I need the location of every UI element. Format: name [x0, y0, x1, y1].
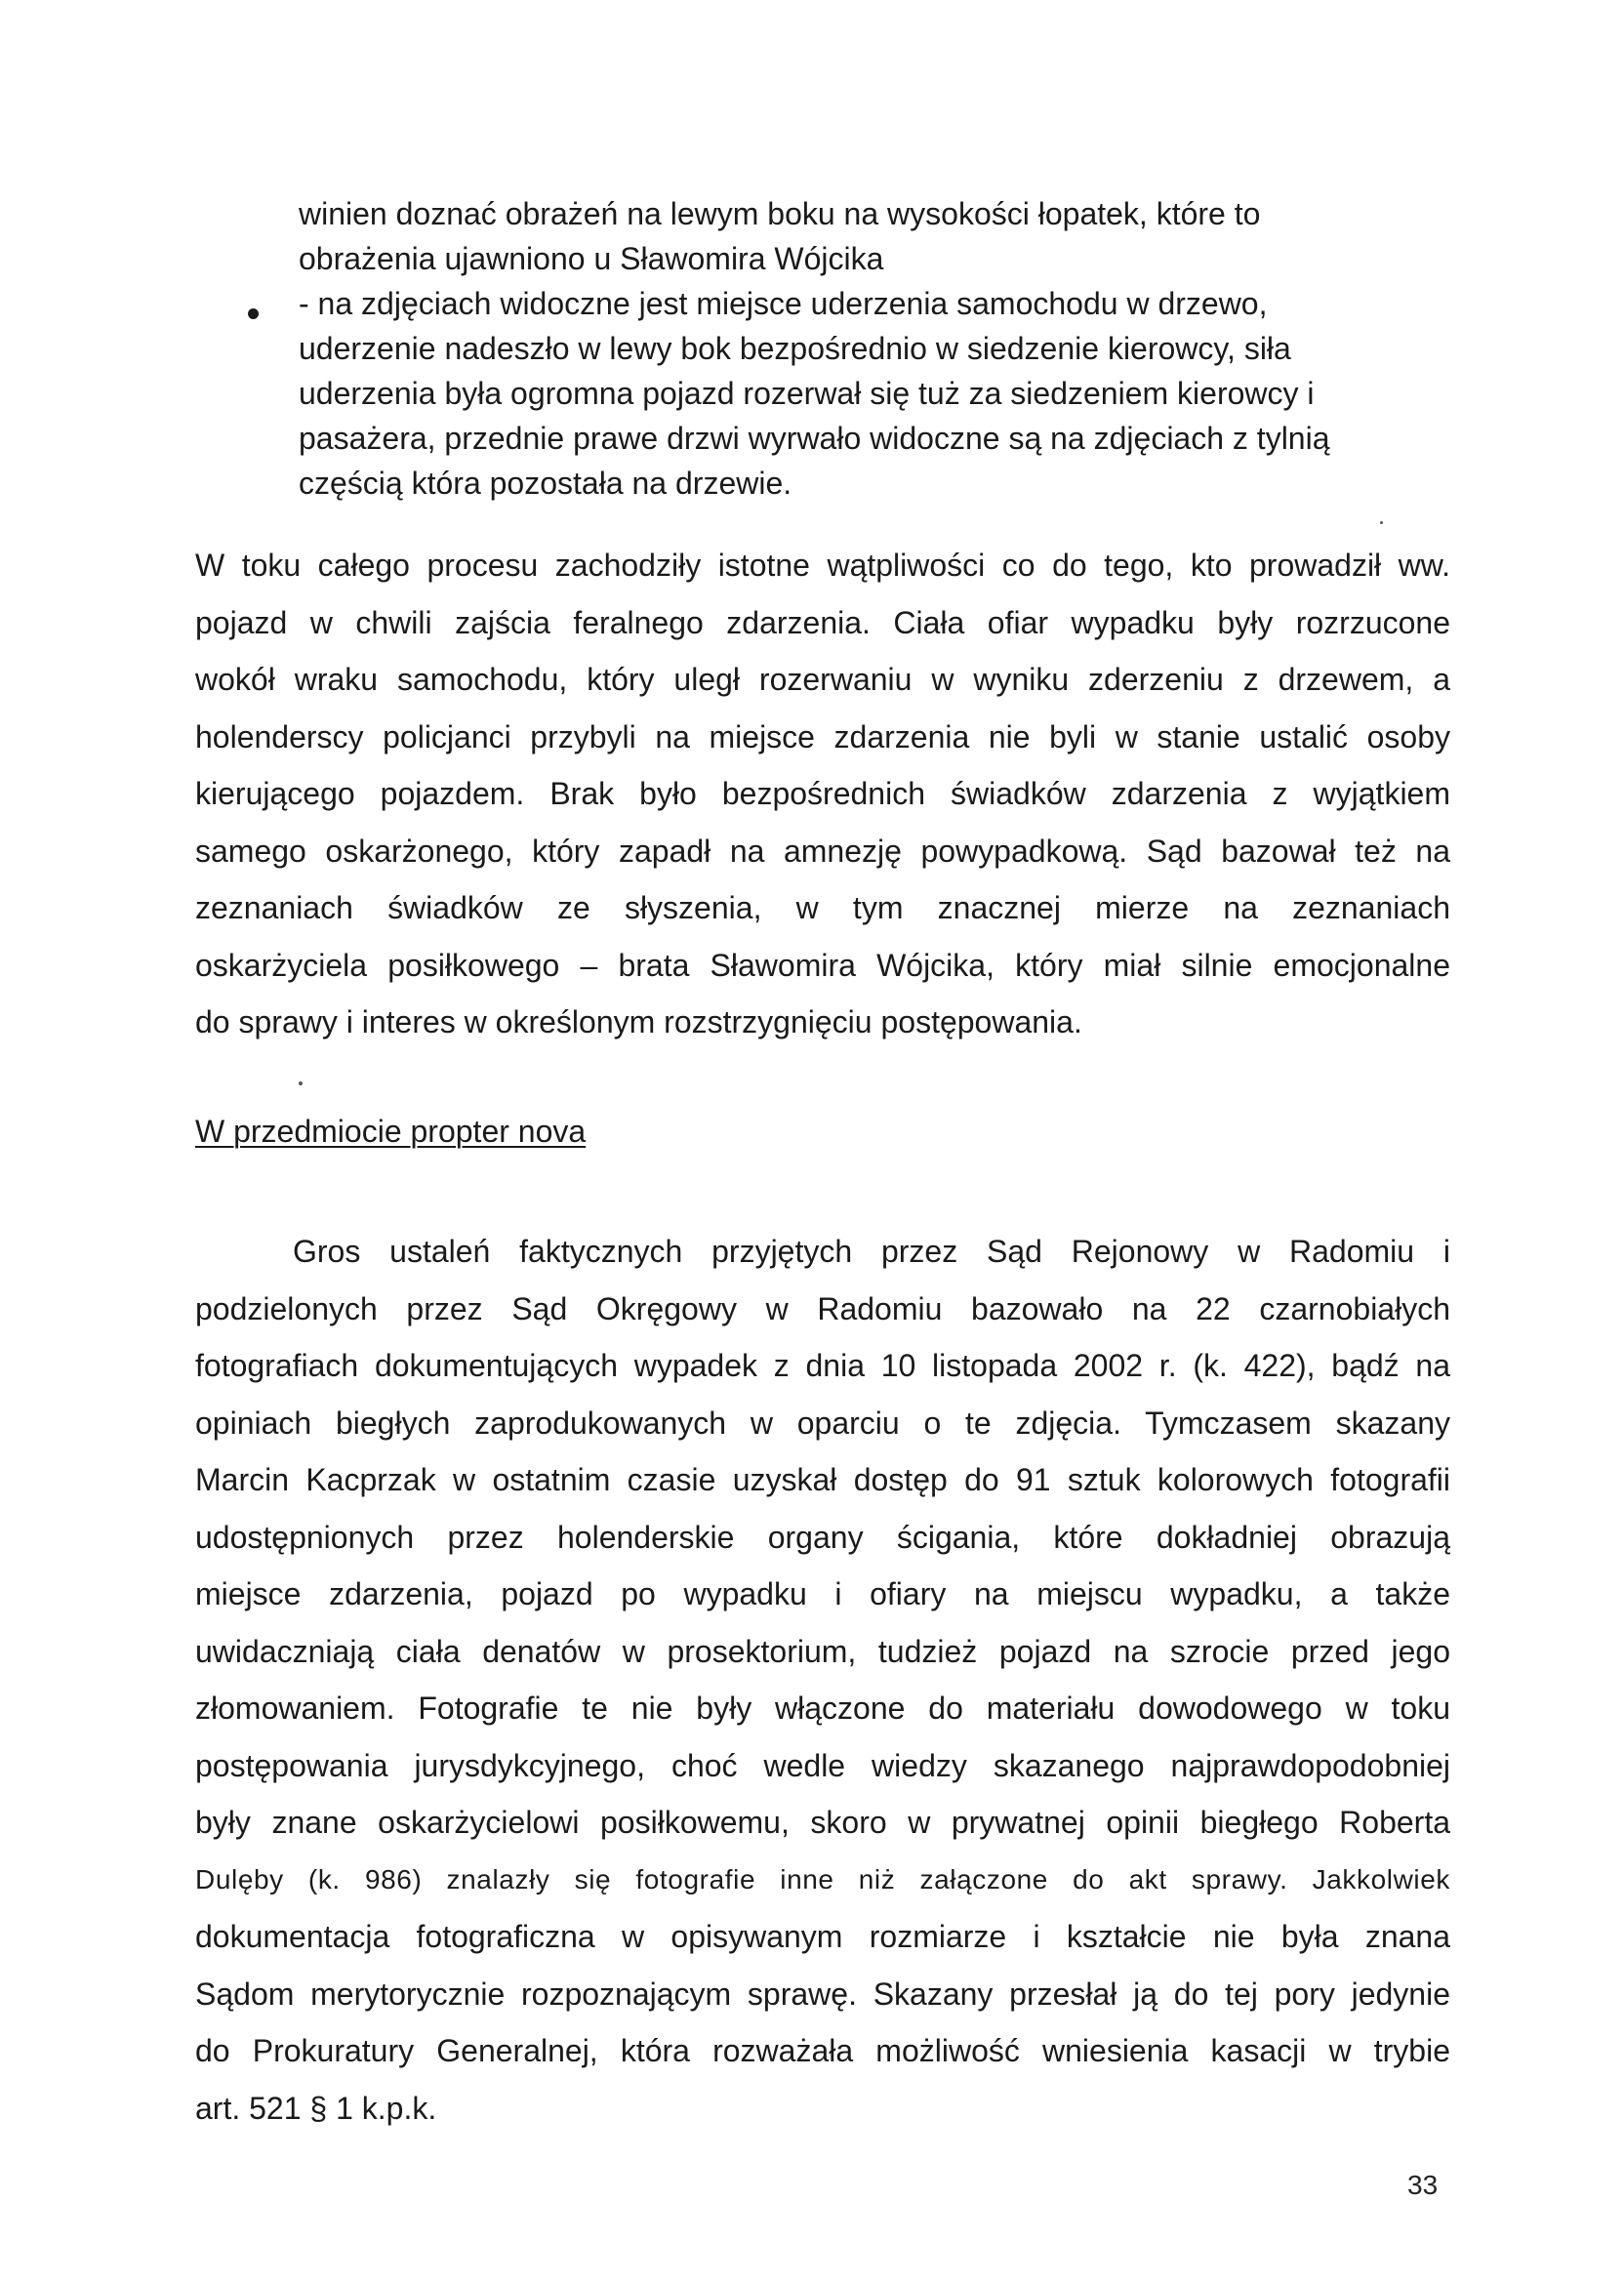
text-line: zeznaniach świadków ze słyszenia, w tym znacznej mierze na zeznaniach [195, 890, 1450, 925]
text-line: miejsce zdarzenia, pojazd po wypadku i ofiary na miejscu wypadku, a także [195, 1576, 1450, 1611]
text-line: Gros ustaleń faktycznych przyjętych przez Sąd Rejonowy w Radomiu i [293, 1234, 1450, 1269]
page-number: 33 [1407, 2170, 1439, 2200]
text-line: fotografiach dokumentujących wypadek z dnia 10 listopada 2002 r. (k. 422), bądź na [195, 1348, 1450, 1383]
text-line: winien doznać obrażeń na lewym boku na wysokości łopatek, które to [299, 196, 1261, 231]
text-line: Marcin Kacprzak w ostatnim czasie uzyskał dostęp do 91 sztuk kolorowych fotografii [195, 1462, 1450, 1497]
text-line: złomowaniem. Fotografie te nie były włączone do materiału dowodowego w toku [195, 1691, 1450, 1726]
text-line: obrażenia ujawniono u Sławomira Wójcika [299, 241, 884, 276]
text-line: udostępnionych przez holenderskie organy ścigania, które dokładniej obrazują [195, 1519, 1450, 1555]
bullet-marker [248, 308, 259, 319]
text-line: postępowania jurysdykcyjnego, choć wedle wiedzy skazanego najprawdopodobniej [195, 1747, 1450, 1783]
text-line: pojazd w chwili zajścia feralnego zdarzenia. Ciała ofiar wypadku były rozrzucone [195, 604, 1450, 640]
text-line: uderzenia była ogromna pojazd rozerwał się tuż za siedzeniem kierowcy i [299, 376, 1315, 411]
text-line: uderzenie nadeszło w lewy bok bezpośrednio w siedzenie kierowcy, siła [299, 331, 1291, 366]
text-line: dokumentacja fotograficzna w opisywanym rozmiarze i kształcie nie była znana [195, 1919, 1450, 1954]
paragraph-propter-nova [195, 1223, 1450, 2137]
text-line: - na zdjęciach widoczne jest miejsce uderzenia samochodu w drzewo, [299, 286, 1268, 321]
text-line: oskarżyciela posiłkowego – brata Sławomira Wójcika, który miał silnie emocjonalne [195, 947, 1450, 983]
paragraph-doubts [195, 537, 1450, 1051]
text-line: były znane oskarżycielowi posiłkowemu, skoro w prywatnej opinii biegłego Roberta [195, 1805, 1450, 1840]
text-line: Dulęby (k. 986) znalazły się fotografie inne niż załączone do akt sprawy. Jakkolwiek [195, 1863, 1450, 1895]
scan-speck [1380, 521, 1383, 524]
text-line: art. 521 § 1 k.p.k. [195, 2090, 437, 2126]
text-line: holenderscy policjanci przybyli na miejsce zdarzenia nie byli w stanie ustalić osoby [195, 718, 1450, 754]
scan-speck [299, 1081, 303, 1085]
text-line: wokół wraku samochodu, który uległ rozerwaniu w wyniku zderzeniu z drzewem, a [195, 662, 1450, 697]
text-line: częścią która pozostała na drzewie. [299, 466, 792, 501]
text-line: samego oskarżonego, który zapadł na amnezję powypadkową. Sąd bazował też na [195, 833, 1450, 869]
text-line: do Prokuratury Generalnej, która rozważała możliwość wniesienia kasacji w trybie [195, 2033, 1450, 2068]
text-line: pasażera, przednie prawe drzwi wyrwało widoczne są na zdjęciach z tylnią [299, 421, 1330, 456]
text-line: Sądom merytorycznie rozpoznającym sprawę. Skazany przesłał ją do tej pory jedynie [195, 1976, 1450, 2012]
text-line: do sprawy i interes w określonym rozstrzygnięciu postępowania. [195, 1004, 1082, 1039]
text-line: uwidaczniają ciała denatów w prosektorium, tudzież pojazd na szrocie przed jego [195, 1633, 1450, 1669]
text-line: opiniach biegłych zaprodukowanych w oparciu o te zdjęcia. Tymczasem skazany [195, 1405, 1450, 1441]
text-line: W toku całego procesu zachodziły istotne wątpliwości co do tego, kto prowadził ww. [195, 548, 1450, 583]
bullet-list-text [299, 191, 1421, 506]
text-line: podzielonych przez Sąd Okręgowy w Radomiu bazowało na 22 czarnobiałych [195, 1290, 1450, 1326]
section-heading: W przedmiocie propter nova [195, 1114, 587, 1149]
text-line: kierującego pojazdem. Brak było bezpośrednich świadków zdarzenia z wyjątkiem [195, 776, 1450, 811]
